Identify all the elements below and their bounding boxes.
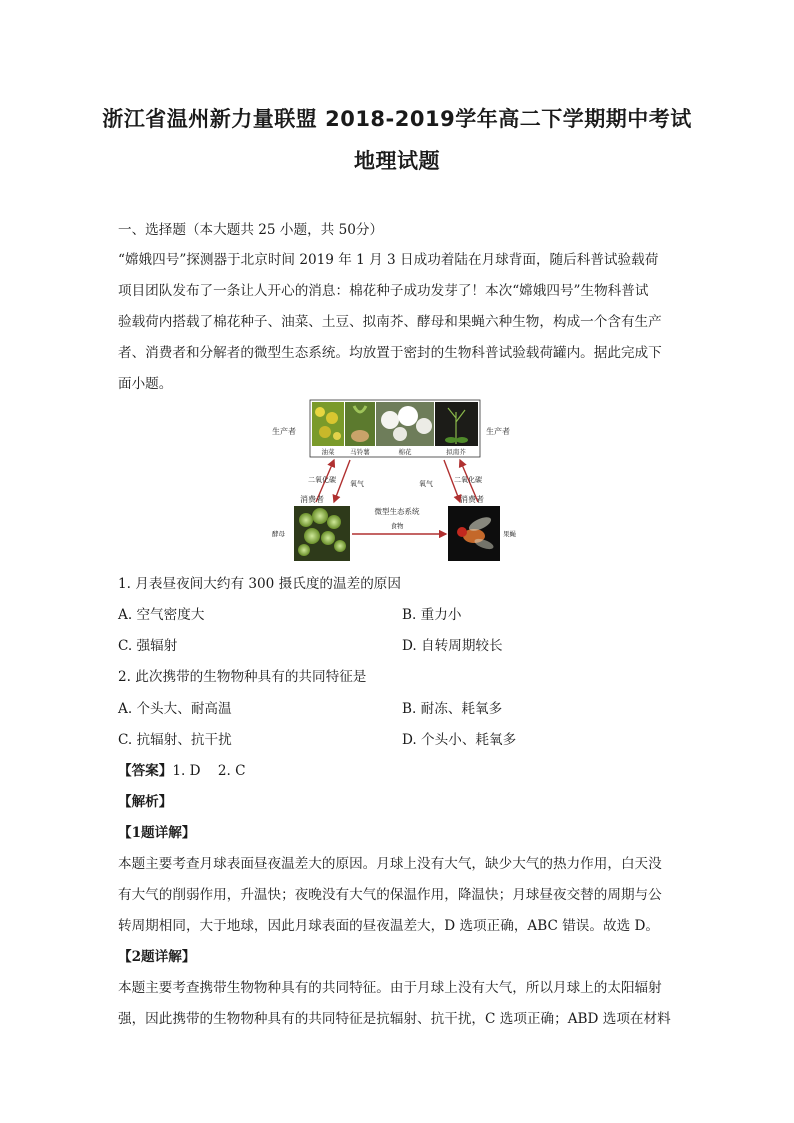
intro-line: 面小题。 [118, 376, 173, 392]
plant-label-arabidopsis: 拟南芥 [446, 448, 466, 456]
section-heading: 一、选择题（本大题共 25 小题，共 50分） [118, 222, 384, 238]
co2-label-right: 二氧化碳 [454, 476, 482, 484]
intro-line: 项目团队发布了一条让人开心的消息：棉花种子成功发芽了！本次“嫦娥四号”生物科普试 [118, 283, 649, 299]
food-label: 食物 [390, 522, 404, 530]
plant-label-rapeseed: 油菜 [321, 448, 335, 456]
question-1-option-c: C. 强辐射 [118, 638, 178, 654]
fruit-fly-label: 果蝇 [503, 530, 516, 538]
question-2-option-b: B. 耐冻、耗氧多 [402, 701, 503, 717]
consumer-label-right: 消费者 [460, 495, 484, 504]
q1-detail-line: 本题主要考查月球表面昼夜温差大的原因。月球上没有大气，缺少大气的热力作用，白天没 [118, 856, 662, 872]
plant-label-potato: 马铃薯 [350, 448, 370, 456]
document-subtitle: 地理试题 [354, 149, 440, 173]
question-1-option-d: D. 自转周期较长 [402, 638, 503, 654]
ecosystem-center-label: 微型生态系统 [374, 507, 420, 516]
question-1-option-b: B. 重力小 [402, 607, 462, 623]
producer-label-left: 生产者 [272, 427, 296, 436]
question-1-stem: 1. 月表昼夜间大约有 300 摄氏度的温差的原因 [118, 576, 401, 592]
question-2-stem: 2. 此次携带的生物物种具有的共同特征是 [118, 669, 367, 685]
question-1-option-a: A. 空气密度大 [118, 607, 205, 623]
q1-detail-line: 转周期相同，大于地球，因此月球表面的昼夜温差大，D 选项正确，ABC 错误。故选 D。 [118, 918, 659, 934]
plant-label-cotton: 棉花 [398, 448, 412, 456]
q1-detail-line: 有大气的削弱作用，升温快；夜晚没有大气的保温作用，降温快；月球昼夜交替的周期与公 [118, 887, 662, 903]
co2-label-left: 二氧化碳 [308, 476, 336, 484]
o2-arrow-left [334, 460, 350, 502]
question-2-option-a: A. 个头大、耐高温 [118, 701, 232, 717]
question-2-option-c: C. 抗辐射、抗干扰 [118, 732, 232, 748]
q2-detail-label: 【2题详解】 [118, 949, 196, 965]
q2-detail-line: 本题主要考查携带生物物种具有的共同特征。由于月球上没有大气，所以月球上的太阳辐射 [118, 980, 662, 996]
answer-text: 1. D 2. C [172, 763, 246, 779]
intro-line: “嫦娥四号”探测器于北京时间 2019 年 1 月 3 日成功着陆在月球背面，随后科普试验载荷 [118, 252, 659, 268]
producer-label-right: 生产者 [486, 427, 510, 436]
consumer-label-left: 消费者 [300, 495, 324, 504]
q1-detail-label: 【1题详解】 [118, 825, 196, 841]
document-title: 浙江省温州新力量联盟 2018-2019学年高二下学期期中考试 [102, 107, 692, 131]
answer-label: 【答案】 [118, 763, 173, 779]
intro-line: 者、消费者和分解者的微型生态系统。均放置于密封的生物科普试验载荷罐内。据此完成下 [118, 345, 662, 361]
q2-detail-line: 强，因此携带的生物物种具有的共同特征是抗辐射、抗干扰，C 选项正确；ABD 选项在材料 [118, 1011, 671, 1027]
intro-line: 验载荷内搭载了棉花种子、油菜、土豆、拟南芥、酵母和果蝇六种生物，构成一个含有生产 [118, 314, 662, 330]
analysis-label: 【解析】 [118, 794, 173, 810]
yeast-label: 酵母 [272, 530, 285, 538]
o2-label-left: 氧气 [350, 480, 364, 488]
ecosystem-figure [270, 398, 525, 563]
o2-label-right: 氧气 [419, 480, 433, 488]
answer-line [118, 759, 678, 779]
question-2-option-d: D. 个头小、耗氧多 [402, 732, 517, 748]
